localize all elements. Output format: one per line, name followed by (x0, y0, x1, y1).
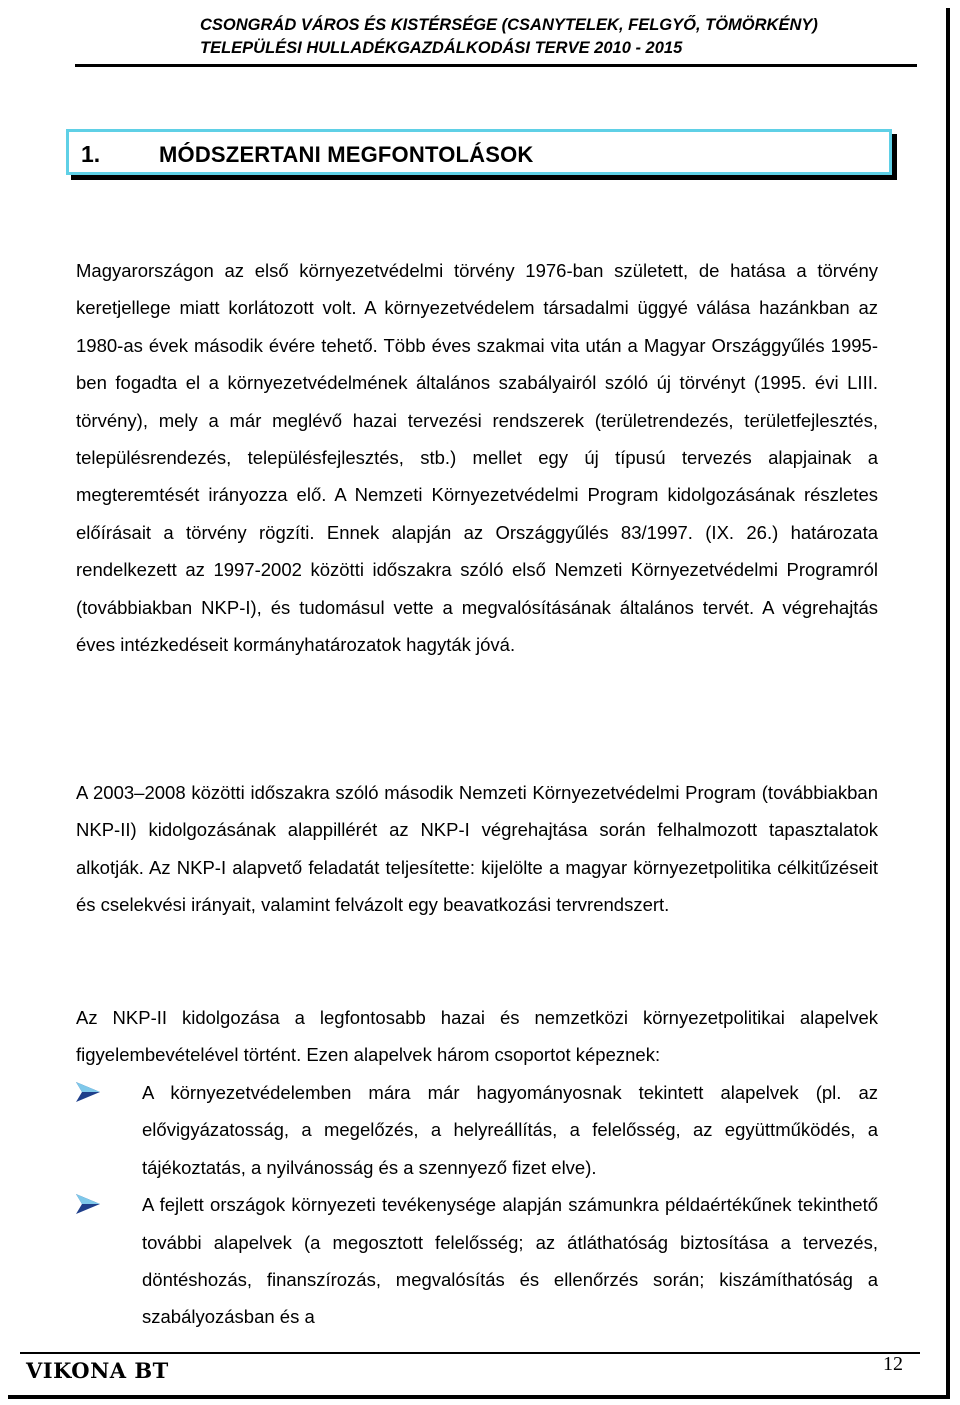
paragraph-3: Az NKP-II kidolgozása a legfontosabb hazai és nemzetközi környezetpolitikai alapelvek figyelembevételével történt. Ezen alapelvek három csoportot képeznek: (76, 1007, 878, 1066)
chapter-title: MÓDSZERTANI MEGFONTOLÁSOK (159, 142, 534, 167)
company-logo: VIKONA BT (26, 1358, 169, 1383)
page-header (200, 14, 910, 60)
page-shadow-bottom (8, 1395, 950, 1399)
principles-list (76, 1074, 878, 1336)
chapter-number: 1. (81, 141, 101, 167)
list-item-text: A környezetvédelemben mára már hagyományosnak tekintett alapelvek (pl. az elővigyázatosság, a megelőzés, a helyreállítás, a felelősség, az együttműködés, a tájékoztatás, a nyilvánosság és a szennyező fizet elve). (142, 1082, 878, 1178)
footer-divider (20, 1352, 920, 1354)
list-item (76, 1186, 878, 1336)
paragraph-2: A 2003–2008 közötti időszakra szóló második Nemzeti Környezetvédelmi Program (továbbiakban NKP-II) kidolgozásának alappillérét az NKP-I végrehajtása során felhalmozott tapasztalatok alkotják. Az NKP-I alapvető feladatát teljesítette: kijelölte a magyar környezetpolitika célkitűzéseit és cselekvési irányait, valamint felvázolt egy beavatkozási tervrendszert. (76, 782, 878, 916)
page-number: 12 (883, 1353, 903, 1375)
arrow-bullet-icon (76, 1082, 100, 1102)
header-title-line-1: CSONGRÁD VÁROS ÉS KISTÉRSÉGE (CSANYTELEK, FELGYŐ, TÖMÖRKÉNY) (200, 16, 818, 34)
paragraph-1: Magyarországon az első környezetvédelmi törvény 1976-ban született, de hatása a törvény keretjellege miatt korlátozott volt. A környezetvédelem társadalmi üggyé válása hazánkban az 1980-as évek második évére tehető. Több éves szakmai vita után a Magyar Országgyűlés 1995-ben fogadta el a környezetvédelmének általános szabályairól szóló új törvényt (1995. évi LIII. törvény), mely a már meglévő hazai tervezési rendszerek (területrendezés, területfejlesztés, településrendezés, településfejlesztés, stb.) mellet egy új típusú tervezés alapjainak a megteremtését irányozza elő. A Nemzeti Környezetvédelmi Program kidolgozásának részletes előírásait a törvény rögzíti. Ennek alapján az Országgyűlés 83/1997. (IX. 26.) határozata rendelkezett az 1997-2002 közötti időszakra szóló első Nemzeti Környezetvédelmi Programról (továbbiakban NKP-I), és tudomásul vette a megvalósításának általános tervét. A végrehajtás éves intézkedéseit kormányhatározatok hagyták jóvá. (76, 260, 878, 656)
list-item-text: A fejlett országok környezeti tevékenysége alapján számunkra példaértékűnek tekinthető további alapelvek (a megosztott felelősség; az átláthatóság biztosítása a tervezés, döntéshozás, finanszírozás, megvalósítás és ellenőrzés során; kiszámíthatóság a szabályozásban és a (142, 1194, 878, 1328)
list-item (76, 1074, 878, 1186)
chapter-heading-box (66, 129, 892, 175)
header-title-line-2: TELEPÜLÉSI HULLADÉKGAZDÁLKODÁSI TERVE 2010 - 2015 (200, 39, 683, 57)
page-shadow-right (946, 8, 950, 1395)
arrow-bullet-icon (76, 1194, 100, 1214)
header-divider (75, 64, 917, 67)
